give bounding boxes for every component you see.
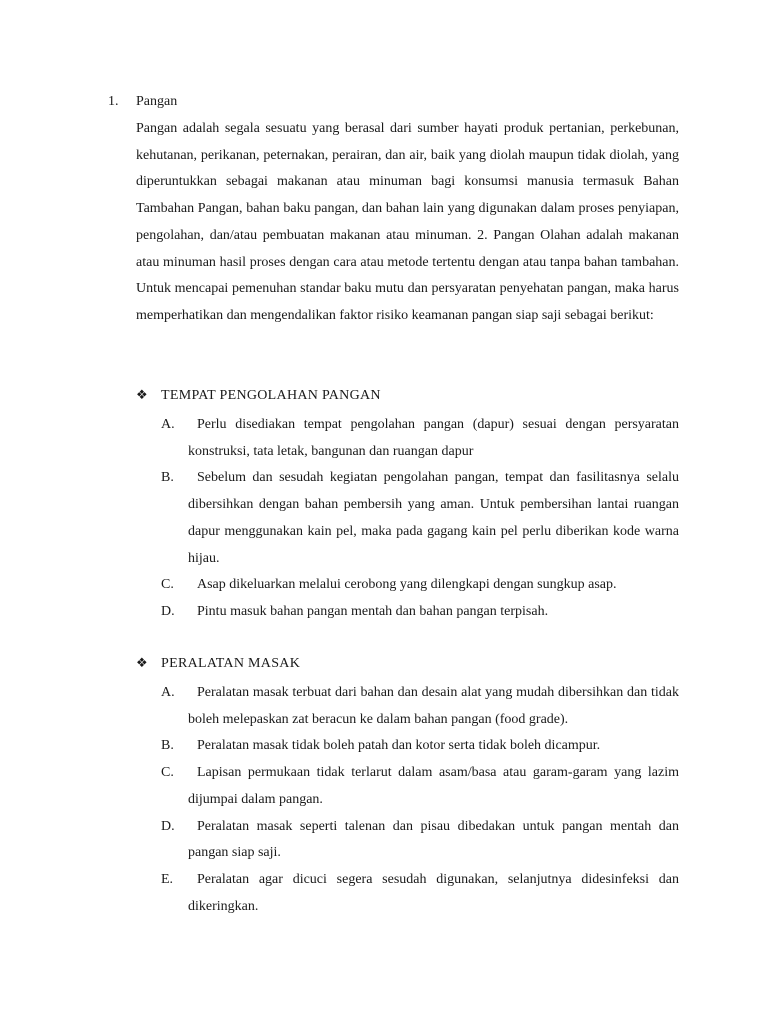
item-letter: A. [161, 685, 175, 700]
item-letter: B. [161, 738, 174, 754]
item-text: Peralatan masak terbuat dari bahan dan desain alat yang mudah dibersihkan dan tidak boleh melepaskan zat beracun ke dalam bahan pangan (food grade). [188, 685, 679, 727]
list-number: 1. [108, 94, 119, 109]
section-tempat-pengolahan [136, 386, 679, 626]
item-letter: C. [161, 577, 174, 593]
section-title-row [136, 654, 679, 674]
item-letter: C. [161, 765, 174, 781]
list-item [136, 599, 679, 626]
list-item [136, 465, 679, 572]
item-list [136, 412, 679, 626]
item-text: Pintu masuk bahan pangan mentah dan bahan pangan terpisah. [197, 603, 549, 619]
item-letter: E. [161, 871, 174, 887]
item-text: Peralatan masak tidak boleh patah dan kotor serta tidak boleh dicampur. [197, 738, 601, 754]
section-title: PERALATAN MASAK [161, 656, 301, 671]
item-letter: D. [161, 818, 175, 834]
section-heading-pangan: Pangan [136, 94, 178, 109]
list-item [136, 412, 679, 465]
list-item [136, 814, 679, 867]
item-list [136, 680, 679, 920]
item-letter: B. [161, 470, 174, 486]
section-peralatan-masak [136, 654, 679, 920]
item-text: Perlu disediakan tempat pengolahan pangan (dapur) sesuai dengan persyaratan konstruksi, tata letak, bangunan dan ruangan dapur [188, 417, 679, 459]
item-text: Lapisan permukaan tidak terlarut dalam asam/basa atau garam-garam yang lazim dijumpai dalam pangan. [188, 765, 679, 807]
list-item [136, 572, 679, 599]
list-item [136, 867, 679, 920]
list-item [136, 760, 679, 813]
item-text: Asap dikeluarkan melalui cerobong yang dilengkapi dengan sungkup asap. [197, 577, 617, 593]
list-item [136, 680, 679, 733]
section-title-row [136, 386, 679, 406]
list-item [136, 733, 679, 760]
diamond-bullet-icon: ❖ [136, 388, 148, 403]
item-text: Peralatan agar dicuci segera sesudah digunakan, selanjutnya didesinfeksi dan dikeringkan. [188, 871, 679, 914]
item-text: Peralatan masak seperti talenan dan pisau dibedakan untuk pangan mentah dan pangan siap saji. [188, 818, 679, 861]
item-letter: A. [161, 417, 175, 432]
diamond-bullet-icon: ❖ [136, 656, 148, 671]
item-letter: D. [161, 603, 175, 619]
item-text: Sebelum dan sesudah kegiatan pengolahan pangan, tempat dan fasilitasnya selalu dibersihkan dengan bahan pembersih yang aman. Untuk pembersihan lantai ruangan dapur menggunakan kain pel, maka pada gagang kain pel perlu diberikan kode warna hijau. [188, 470, 679, 566]
intro-paragraph: Pangan adalah segala sesuatu yang berasal dari sumber hayati produk pertanian, perkebunan, kehutanan, perikanan, peternakan, perairan, dan air, baik yang diolah maupun tidak diolah, yang diperuntukkan sebagai makanan atau minuman bagi konsumsi manusia termasuk Bahan Tambahan Pangan, bahan baku pangan, dan bahan lain yang digunakan dalam proses penyiapan, pengolahan, dan/atau pembuatan makanan atau minuman. 2. Pangan Olahan adalah makanan atau minuman hasil proses dengan cara atau metode tertentu dengan atau tanpa bahan tambahan. Untuk mencapai pemenuhan standar baku mutu dan persyaratan penyehatan pangan, maka harus memperhatikan dan mengendalikan faktor risiko keamanan pangan siap saji sebagai berikut: [136, 121, 679, 323]
section-title: TEMPAT PENGOLAHAN PANGAN [161, 388, 381, 403]
